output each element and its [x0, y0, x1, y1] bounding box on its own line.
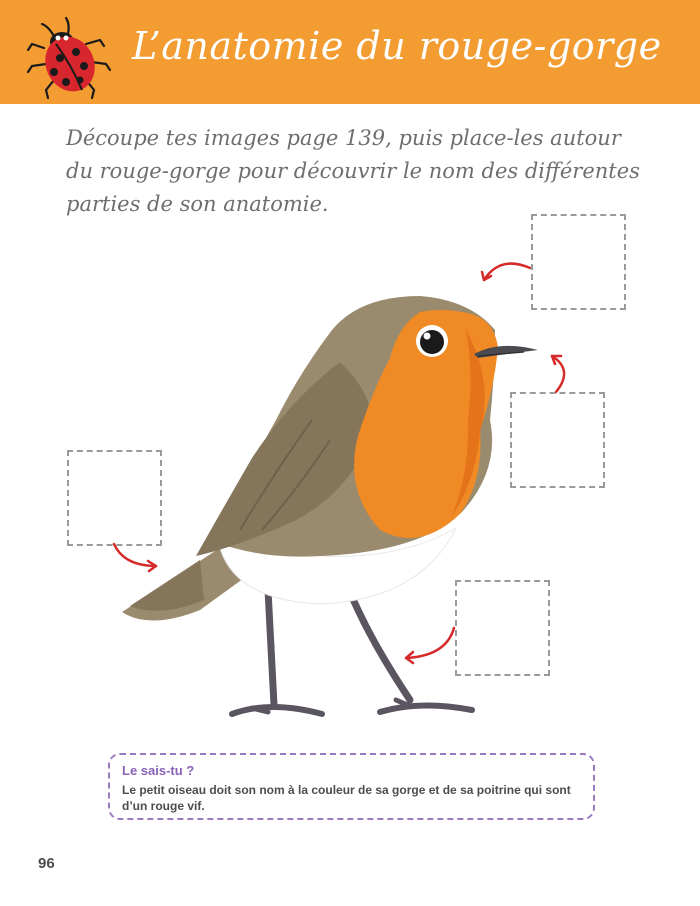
instructions-line: Découpe tes images page 139, puis place-les autour — [66, 126, 621, 150]
robin-back — [210, 296, 495, 557]
arrow-tail — [114, 544, 156, 566]
robin-tail — [122, 540, 262, 621]
label-box-leg[interactable] — [455, 580, 550, 676]
robin-breast — [354, 310, 498, 538]
header-banner — [0, 0, 700, 104]
label-box-beak[interactable] — [510, 392, 605, 488]
arrow-beak — [552, 356, 564, 392]
robin-beak — [474, 346, 538, 358]
ladybug-icon — [24, 14, 114, 102]
arrow-head — [484, 264, 530, 280]
instructions-line: parties de son anatomie. — [66, 192, 329, 216]
page-title: L’anatomie du rouge-gorge — [132, 24, 662, 68]
robin-wing — [196, 362, 372, 556]
did-you-know-box — [108, 753, 595, 820]
instructions-line: du rouge-gorge pour découvrir le nom des différentes — [66, 159, 640, 183]
page-number: 96 — [38, 855, 55, 872]
label-box-tail[interactable] — [67, 450, 162, 546]
label-box-head[interactable] — [531, 214, 626, 310]
info-text: Le petit oiseau doit son nom à la couleur de sa gorge et de sa poitrine qui sont d’un rouge vif. — [122, 783, 571, 813]
robin-legs — [232, 590, 472, 714]
robin-belly — [218, 528, 456, 604]
robin-eye — [416, 325, 448, 357]
info-title: Le sais-tu ? — [122, 763, 195, 778]
instructions — [66, 122, 640, 221]
arrow-leg — [406, 628, 454, 658]
